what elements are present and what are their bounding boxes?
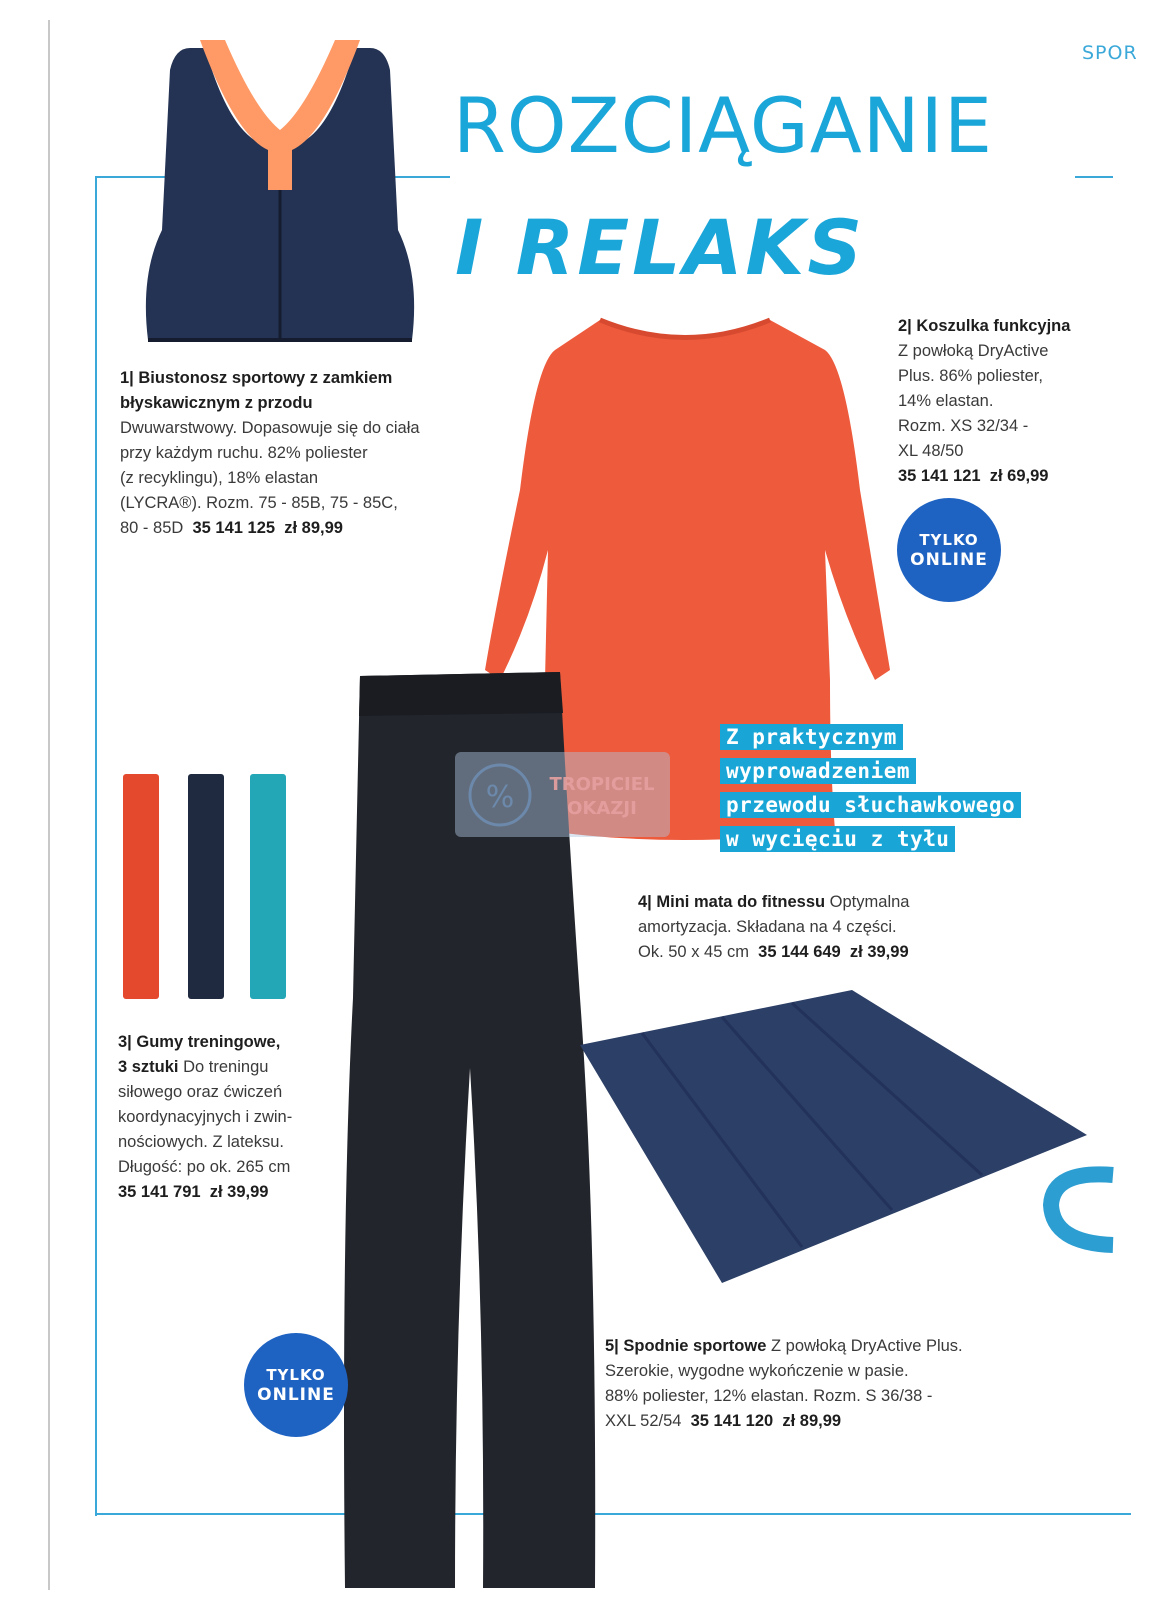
product-name: Gumy treningowe, — [136, 1033, 281, 1051]
page-title-line1: ROZCIĄGANIE — [453, 81, 993, 170]
product-text: amortyzacja. Składana na 4 części. — [638, 918, 897, 936]
product-text: Rozm. XS 32/34 - — [898, 417, 1029, 435]
section-tab[interactable]: SPOR — [1082, 42, 1138, 64]
product-text: XXL 52/54 — [605, 1412, 682, 1430]
page-fold-line — [48, 20, 50, 1590]
product-name: Mini mata do fitnessu — [656, 893, 826, 911]
sports-bra-image[interactable] — [130, 40, 430, 345]
product-name: Spodnie sportowe — [623, 1337, 767, 1355]
product-code: 35 141 125 — [192, 519, 276, 537]
callout-line: przewodu słuchawkowego — [720, 792, 1021, 818]
product-code: 35 141 121 — [898, 467, 981, 485]
product-name: 3 sztuki — [118, 1058, 179, 1076]
product-text: 14% elastan. — [898, 392, 994, 410]
online-only-badge[interactable] — [244, 1333, 348, 1437]
product-code: 35 141 791 — [118, 1183, 201, 1201]
product-text: Dwuwarstwowy. Dopasowuje się do ciała — [120, 419, 420, 437]
product-2-description — [898, 314, 1070, 489]
badge-line1: TYLKO — [919, 531, 979, 549]
svg-text:%: % — [485, 780, 515, 815]
product-number: 2| — [898, 317, 912, 335]
product-text: Do treningu — [183, 1058, 269, 1076]
product-text: przy każdym ruchu. 82% poliester — [120, 444, 368, 462]
product-text: koordynacyjnych i zwin- — [118, 1108, 293, 1126]
product-text: Optymalna — [829, 893, 910, 911]
frame-line-bottom — [95, 1513, 1131, 1515]
product-text: Z powłoką DryActive Plus. — [771, 1337, 963, 1355]
frame-line-left — [95, 176, 97, 1516]
product-text: 88% poliester, 12% elastan. Rozm. S 36/38 - — [605, 1387, 933, 1405]
product-text: Z powłoką DryActive — [898, 342, 1049, 360]
product-text: 80 - 85D — [120, 519, 184, 537]
product-text: siłowego oraz ćwiczeń — [118, 1083, 283, 1101]
callout-line: w wycięciu z tyłu — [720, 826, 955, 852]
watermark-line1: TROPICIEL — [549, 774, 655, 795]
watermark-line2: OKAZJI — [567, 798, 637, 819]
product-text: Plus. 86% poliester, — [898, 367, 1043, 385]
callout-line: Z praktycznym — [720, 724, 903, 750]
product-1-description — [120, 366, 420, 541]
badge-line2: ONLINE — [257, 1385, 335, 1405]
online-only-badge[interactable] — [897, 498, 1001, 602]
product-text: nościowych. Z lateksu. — [118, 1133, 284, 1151]
frame-line-top-right — [1075, 176, 1113, 178]
product-number: 5| — [605, 1337, 619, 1355]
product-5-description — [605, 1334, 963, 1434]
product-text: Ok. 50 x 45 cm — [638, 943, 749, 961]
product-price: zł 69,99 — [989, 467, 1049, 485]
product-name: Koszulka funkcyjna — [916, 317, 1071, 335]
product-price: zł 39,99 — [849, 943, 909, 961]
earphone-callout — [720, 724, 1021, 860]
product-number: 4| — [638, 893, 652, 911]
badge-line2: ONLINE — [910, 550, 988, 570]
product-code: 35 141 120 — [690, 1412, 774, 1430]
product-text: (LYCRA®). Rozm. 75 - 85B, 75 - 85C, — [120, 494, 398, 512]
product-number: 3| — [118, 1033, 132, 1051]
product-text: Szerokie, wygodne wykończenie w pasie. — [605, 1362, 909, 1380]
product-price: zł 89,99 — [782, 1412, 842, 1430]
page-title-line2: I RELAKS — [455, 203, 866, 292]
product-price: zł 89,99 — [284, 519, 343, 537]
product-number: 1| — [120, 369, 134, 387]
blue-band-loop-image — [1043, 1165, 1113, 1255]
callout-line: wyprowadzeniem — [720, 758, 916, 784]
product-text: Długość: po ok. 265 cm — [118, 1158, 291, 1176]
product-text: XL 48/50 — [898, 442, 964, 460]
product-3-description — [118, 1030, 292, 1205]
training-bands-image[interactable] — [120, 772, 295, 1002]
product-text: (z recyklingu), 18% elastan — [120, 469, 319, 487]
product-code: 35 144 649 — [758, 943, 841, 961]
watermark-logo — [455, 752, 670, 837]
product-price: zł 39,99 — [209, 1183, 269, 1201]
product-name: błyskawicznym z przodu — [120, 394, 313, 412]
fitness-mat-image[interactable] — [572, 985, 1092, 1290]
badge-line1: TYLKO — [266, 1366, 326, 1384]
product-4-description — [638, 890, 909, 965]
product-name: Biustonosz sportowy z zamkiem — [138, 369, 393, 387]
